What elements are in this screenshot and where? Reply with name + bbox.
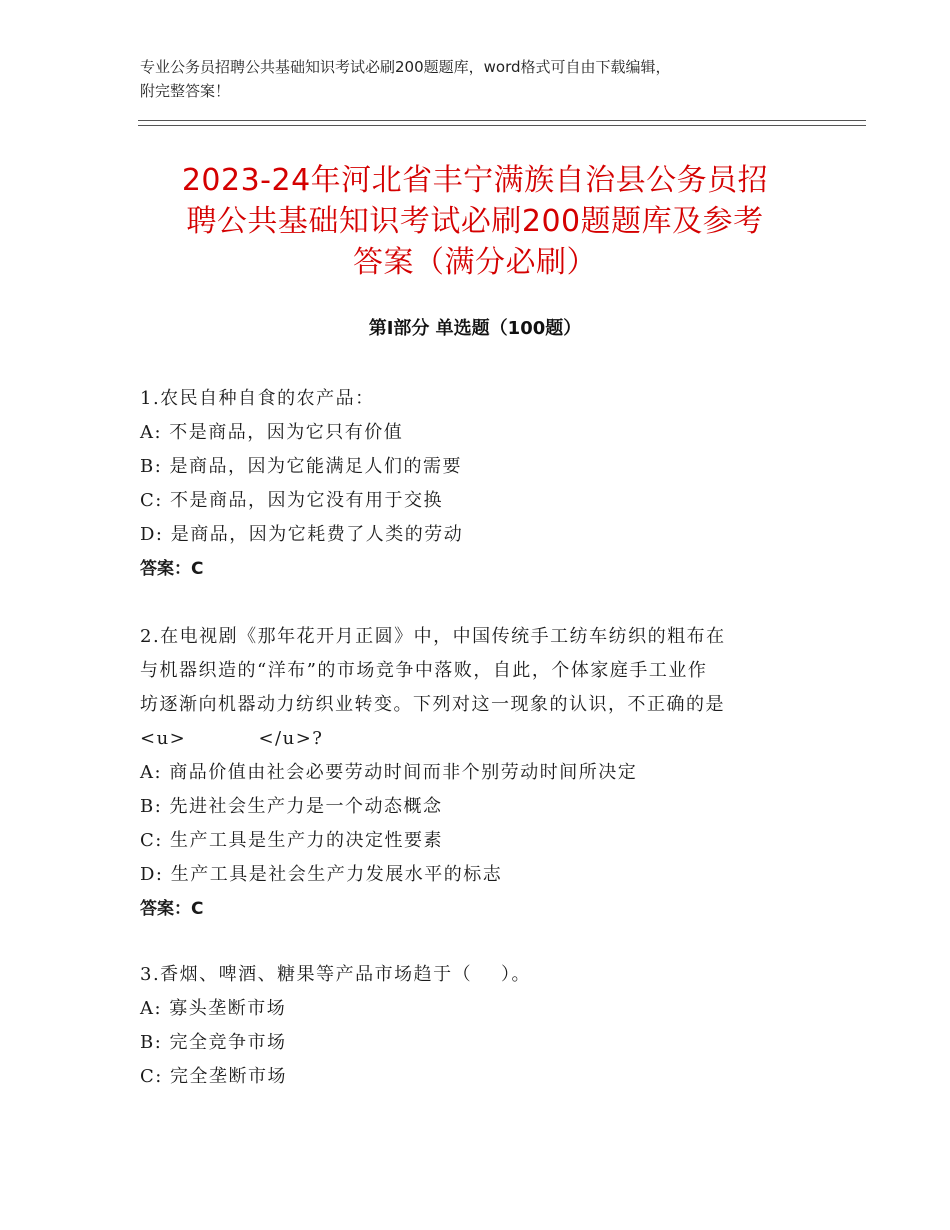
option-c: C: 完全垄断市场 bbox=[140, 1066, 288, 1087]
question-1 bbox=[140, 382, 820, 586]
header-divider bbox=[138, 120, 866, 121]
document-title bbox=[130, 160, 820, 283]
option-a: A: 寡头垄断市场 bbox=[140, 998, 287, 1019]
section-title: 第Ⅰ部分 单选题（100题） bbox=[368, 318, 582, 339]
option-a: A: 不是商品，因为它只有价值 bbox=[140, 422, 404, 443]
question-stem: 1.农民自种自食的农产品： bbox=[140, 388, 375, 409]
title-line: 聘公共基础知识考试必刷200题题库及参考 bbox=[186, 204, 764, 239]
header-divider bbox=[138, 125, 866, 126]
option-c: C: 不是商品，因为它没有用于交换 bbox=[140, 490, 444, 511]
question-stem: 3.香烟、啤酒、糖果等产品市场趋于（ ）。 bbox=[140, 964, 532, 985]
option-c: C: 生产工具是生产力的决定性要素 bbox=[140, 830, 444, 851]
question-stem: 坊逐渐向机器动力纺织业转变。下列对这一现象的认识，不正确的是 bbox=[140, 694, 725, 715]
answer-label: 答案：C bbox=[140, 899, 204, 919]
header-note-line: 附完整答案！ bbox=[140, 82, 231, 100]
header-note-line: 专业公务员招聘公共基础知识考试必刷200题题库，word格式可自由下载编辑， bbox=[140, 58, 671, 76]
option-b: B: 是商品，因为它能满足人们的需要 bbox=[140, 456, 463, 477]
question-stem: 与机器织造的“洋布”的市场竞争中落败，自此，个体家庭手工业作 bbox=[140, 660, 708, 681]
question-stem: 2.在电视剧《那年花开月正圆》中，中国传统手工纺车纺织的粗布在 bbox=[140, 626, 726, 647]
option-b: B: 先进社会生产力是一个动态概念 bbox=[140, 796, 443, 817]
option-b: B: 完全竞争市场 bbox=[140, 1032, 287, 1053]
header-note bbox=[140, 55, 810, 103]
answer-label: 答案：C bbox=[140, 559, 204, 579]
question-stem: <u> </u>? bbox=[140, 728, 324, 749]
title-line: 2023-24年河北省丰宁满族自治县公务员招 bbox=[181, 163, 769, 198]
option-d: D: 生产工具是社会生产力发展水平的标志 bbox=[140, 864, 503, 885]
question-3 bbox=[140, 958, 820, 1094]
option-d: D: 是商品，因为它耗费了人类的劳动 bbox=[140, 524, 464, 545]
title-line: 答案（满分必刷） bbox=[353, 245, 597, 280]
option-a: A: 商品价值由社会必要劳动时间而非个别劳动时间所决定 bbox=[140, 762, 638, 783]
question-2 bbox=[140, 620, 820, 926]
